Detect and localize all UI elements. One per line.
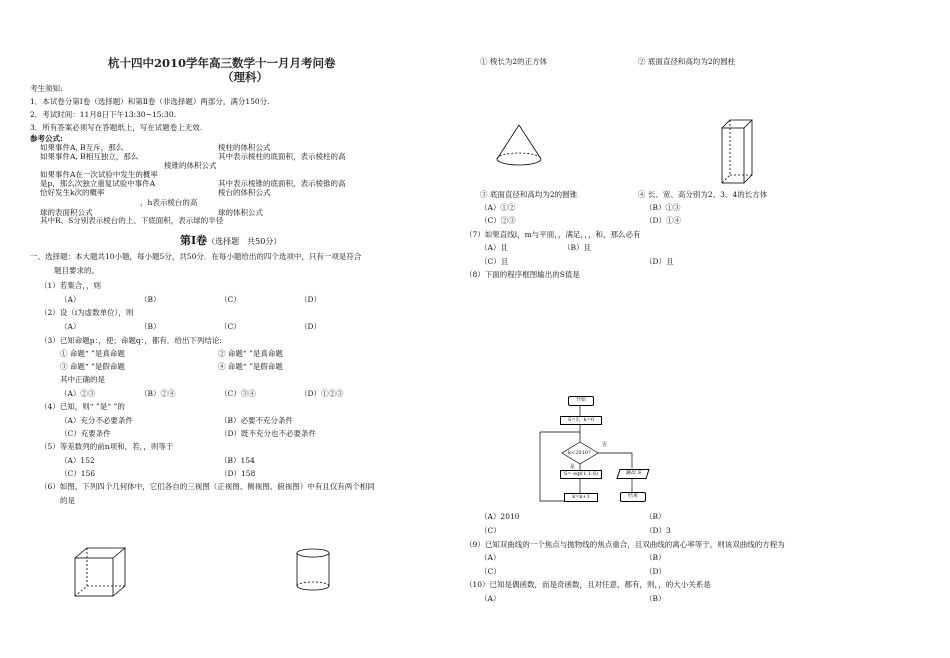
q6-statement: ④ 长、宽、高分别为2、3、4的长方体 bbox=[638, 190, 768, 199]
q8-option-a: （A）2010 bbox=[480, 512, 520, 521]
flow-start: 开始 bbox=[568, 396, 594, 406]
flow-no: 否 bbox=[602, 442, 608, 448]
q5-option-b: （B）154 bbox=[220, 456, 255, 465]
formula-right: 球的体积公式 bbox=[218, 208, 263, 217]
q2-option-a: （A） bbox=[60, 322, 81, 331]
q6-stem: （6）如图，下列四个几何体中，它们各自的三视图（正视图、侧视图、俯视图）中有且仅有两个相同 bbox=[40, 482, 375, 491]
q6-statement: ① 棱长为2的正方体 bbox=[480, 57, 548, 66]
q1-option-b: （B） bbox=[140, 295, 161, 304]
q5-option-c: （C）156 bbox=[60, 469, 96, 478]
notice-heading: 考生须知: bbox=[30, 84, 63, 93]
flow-yes: 是 bbox=[570, 464, 576, 470]
cone-figure bbox=[495, 123, 555, 173]
q6-option-c: （C）②③ bbox=[480, 216, 516, 225]
section1-intro: 一、选择题：本大题共10小题，每小题5分，共50分．在每小题给出的四个选项中，只有一项是符合 bbox=[30, 252, 362, 261]
q3-statement: ③ 命题“ ”是假命题 bbox=[60, 362, 125, 371]
page-subtitle: （理科） bbox=[222, 70, 268, 84]
flowchart bbox=[540, 392, 660, 507]
part1-title: 第Ⅰ卷 bbox=[180, 234, 208, 247]
q4-option-b: （B）必要不充分条件 bbox=[220, 416, 294, 425]
formula-left: 恰好发生k次的概率 bbox=[40, 188, 105, 197]
q6-option-d: （D）①④ bbox=[645, 216, 682, 225]
flowchart-lines bbox=[540, 392, 660, 507]
q1-stem: （1）若集合，，则 bbox=[40, 281, 102, 290]
part1-heading bbox=[180, 232, 281, 248]
q9-option-d: （D） bbox=[645, 567, 667, 576]
q9-option-b: （B） bbox=[645, 553, 666, 562]
flow-init: S=3，k=0 bbox=[560, 416, 602, 425]
q6-stem: 的是 bbox=[60, 496, 75, 505]
q4-option-c: （C）充要条件 bbox=[60, 429, 111, 438]
formula-left: 如果事件A在一次试验中发生的概率 bbox=[40, 170, 158, 179]
q1-option-c: （C） bbox=[220, 295, 241, 304]
box-figure bbox=[722, 120, 762, 190]
q3-statement: ① 命题“ ”是真命题 bbox=[60, 349, 125, 358]
q4-option-a: （A）充分不必要条件 bbox=[60, 416, 133, 425]
formula-left: 如果事件A, B相互独立，那么 bbox=[40, 152, 139, 161]
notice-item: 1．本试卷分第Ⅰ卷（选择题）和第Ⅱ卷（非选择题）两部分，满分150分. bbox=[30, 97, 270, 106]
notice-item: 2．考试时间：11月8日下午13:30~15:30. bbox=[30, 110, 176, 119]
q6-statement: ③ 底面直径和高均为2的圆锥 bbox=[480, 190, 578, 199]
q3-ask: 其中正确的是 bbox=[60, 375, 105, 384]
formula-left: 是p，那么次独立重复试验中事件A bbox=[40, 179, 156, 188]
q5-stem: （5）等差数列的前n项和，若，，则等于 bbox=[40, 442, 174, 451]
formula-left: 其中R、S分别表示棱台的上、下底面积，表示球的半径 bbox=[40, 216, 224, 225]
q10-stem: （10）已知是偶函数，而是奇函数，且对任意，都有，则，，的大小关系是 bbox=[465, 580, 711, 589]
flow-end: 结束 bbox=[620, 492, 646, 502]
q3-option-d: （D）①②③ bbox=[300, 389, 344, 398]
q5-option-d: （D）158 bbox=[220, 469, 256, 478]
formula-right: 其中表示棱锥的底面积，表示棱锥的高 bbox=[218, 179, 346, 188]
q2-option-d: （D） bbox=[300, 322, 322, 331]
q6-option-a: （A）①② bbox=[480, 203, 516, 212]
q7-option-b: （B）且 bbox=[563, 243, 592, 252]
q3-statement: ④ 命题“ ”是假命题 bbox=[218, 362, 283, 371]
formulas-heading: 参考公式: bbox=[30, 134, 63, 143]
q3-option-a: （A）②③ bbox=[60, 389, 96, 398]
q1-option-d: （D） bbox=[300, 295, 322, 304]
flow-inc: k=k+1 bbox=[564, 493, 598, 502]
q10-option-a: （A） bbox=[480, 594, 501, 603]
q3-statement: ② 命题“ ”是真命题 bbox=[218, 349, 283, 358]
q8-option-b: （B） bbox=[645, 512, 666, 521]
q3-option-b: （B）②④ bbox=[140, 389, 176, 398]
formula-right: 棱台的体积公式 bbox=[218, 188, 271, 197]
cube-figure bbox=[75, 546, 135, 606]
q4-stem: （4）已知，则“ ”是“ ”的 bbox=[40, 402, 125, 411]
q1-option-a: （A） bbox=[60, 295, 81, 304]
flow-output: 输出 S bbox=[616, 469, 649, 479]
cylinder-figure bbox=[295, 548, 335, 598]
page-title: 杭十四中2010学年高三数学十一月月考问卷 bbox=[108, 56, 336, 70]
formula-left: 如果事件A, B互斥，那么 bbox=[40, 143, 124, 152]
part1-note: （选择题 共50分） bbox=[207, 237, 282, 246]
q2-stem: （2）设（i为虚数单位），则 bbox=[40, 308, 134, 317]
flow-assign: S= eqf(1,1-S) bbox=[560, 470, 602, 479]
q7-option-a: （A）且 bbox=[480, 243, 508, 252]
flow-cond: k<2010? bbox=[568, 450, 591, 456]
q5-option-a: （A）152 bbox=[60, 456, 95, 465]
q2-option-c: （C） bbox=[220, 322, 241, 331]
q7-stem: （7）如果直线l，m与平面，，满足，，，和，那么必有 bbox=[465, 230, 641, 239]
notice-item: 3．所有答案必须写在答题纸上，写在试题卷上无效. bbox=[30, 123, 203, 132]
q9-option-a: （A） bbox=[480, 553, 501, 562]
q6-statement: ② 底面直径和高均为2的圆柱 bbox=[638, 57, 736, 66]
formula-right: 棱锥的体积公式 bbox=[164, 161, 217, 170]
q8-stem: （8）下面的程序框图输出的S值是 bbox=[465, 270, 580, 279]
q8-option-c: （C） bbox=[480, 526, 501, 535]
q7-option-c: （C）且 bbox=[480, 257, 509, 266]
q3-stem: （3）已知命题p：，使；命题q：，都有．给出下列结论: bbox=[40, 336, 222, 345]
section1-intro: 题目要求的。 bbox=[54, 266, 99, 275]
q4-option-d: （D）既不充分也不必要条件 bbox=[220, 429, 317, 438]
q8-option-d: （D）3 bbox=[645, 526, 671, 535]
q6-option-b: （B）①③ bbox=[645, 203, 681, 212]
q7-option-d: （D）且 bbox=[645, 257, 674, 266]
formula-left: 球的表面积公式 bbox=[40, 208, 93, 217]
q9-option-c: （C） bbox=[480, 567, 501, 576]
formula-right: 其中表示棱柱的底面积，表示棱柱的高 bbox=[218, 152, 346, 161]
q10-option-b: （B） bbox=[645, 594, 666, 603]
q9-stem: （9）已知双曲线的一个焦点与抛物线的焦点重合，且双曲线的离心率等于，则该双曲线的方程为 bbox=[465, 540, 785, 549]
formula-right: 棱柱的体积公式 bbox=[218, 143, 271, 152]
formula-right: ，h表示棱台的高 bbox=[140, 198, 198, 207]
q2-option-b: （B） bbox=[140, 322, 161, 331]
q3-option-c: （C）③④ bbox=[220, 389, 256, 398]
